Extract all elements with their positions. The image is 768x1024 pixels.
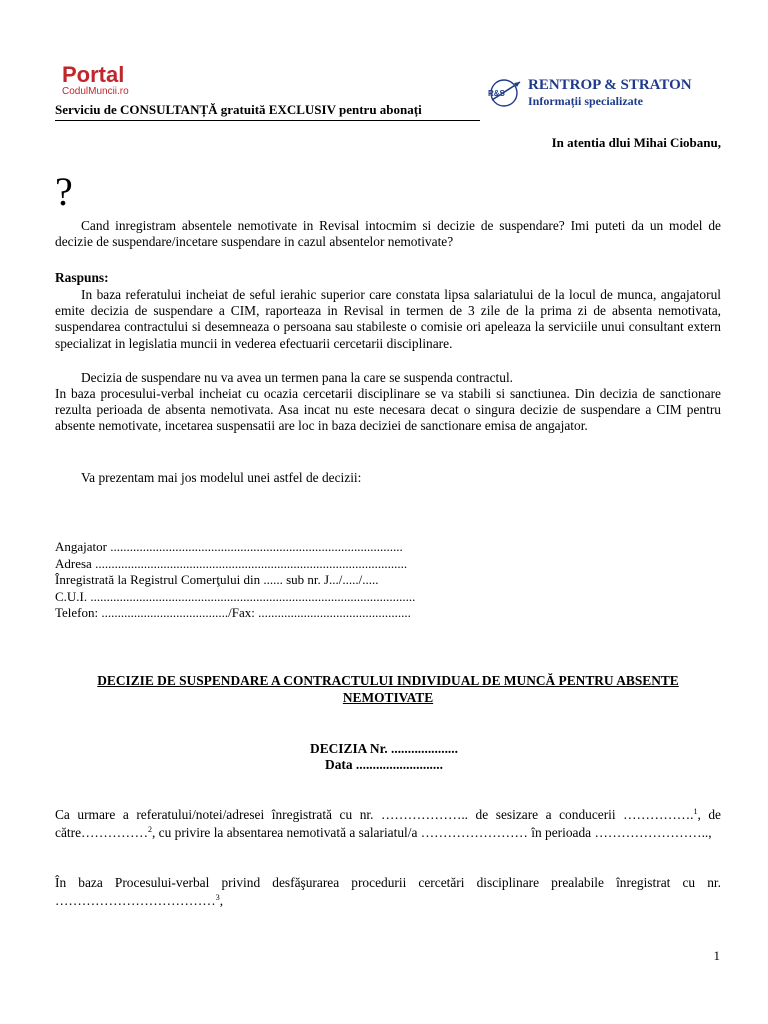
answer-paragraph-1 [55, 287, 721, 352]
answer-paragraph-2-text: Decizia de suspendare nu va avea un termen pana la care se suspenda contractul. [81, 370, 514, 385]
brand-logo-text: R&S [488, 89, 505, 98]
attention-line: In atentia dlui Mihai Ciobanu, [551, 135, 721, 150]
body-p2-part-a: În baza Procesului-verbal privind desfăşurarea procedurii cercetări disciplinare prealabile înregistrat cu nr. ……………………………… [55, 875, 721, 908]
decision-date: Data .......................... [325, 757, 443, 772]
body-p1-part-a: Ca urmare a referatului/notei/adresei înregistrată cu nr. ……………….. de sesizare a conducerii ……………. [55, 807, 694, 822]
footnote-ref-3: 3 [215, 893, 220, 902]
form-adresa: Adresa ................................................................................................ [55, 556, 408, 571]
footnote-ref-1: 1 [693, 807, 698, 816]
body-p1-part-b: , de către…………… [55, 807, 721, 840]
body-p1-part-c: , cu privire la absentarea nemotivată a salariatul/a …………………… în perioada …………………….., [151, 825, 712, 840]
form-angajator: Angajator .......................................................................................... [55, 539, 403, 554]
header-divider [55, 120, 480, 121]
rentrop-straton-logo-icon [486, 76, 526, 108]
footnote-ref-2: 2 [147, 825, 152, 834]
question-mark: ? [55, 169, 73, 214]
decision-body-paragraph-2 [55, 874, 721, 910]
answer-paragraph-4 [55, 470, 721, 486]
answer-paragraph-1-text: In baza referatului incheiat de seful ierahic superior care constata lipsa salariatului de la locul de munca, angajatorul emite decizia de suspendare a CIM, raporteaza in Revisal in termen de 3 zile de la prima zi de absenta nemotivata, suspendarea contractului si desemneaza o persoana sau stabileste o comisie ori apeleaza la serviciile unui consultant extern specializat in legislatia muncii in vederea efectuarii cercetarii disciplinare. [55, 287, 721, 351]
answer-paragraph-4-text: Va prezentam mai jos modelul unei astfel de decizii: [81, 470, 362, 485]
body-p2-part-b: , [219, 893, 224, 908]
brand-name: RENTROP & STRATON [528, 77, 692, 93]
portal-logo-subtitle: CodulMuncii.ro [62, 86, 129, 97]
form-cui: C.U.I. .................................................................................................... [55, 589, 416, 604]
answer-paragraph-3: In baza procesului-verbal incheiat cu ocazia cercetarii disciplinare se va stabili si sanctiunea. Din decizia de sanctionare rezulta perioada de absenta nemotivata. Asa incat nu este necesara decat o singura decizie de suspendare a CIM pentru absente nemotivate, incetarea suspensatii are loc in baza deciziei de sanctionare emisa de angajator. [55, 386, 721, 434]
answer-paragraph-2 [55, 370, 721, 386]
page-number: 1 [713, 948, 720, 963]
form-telefon: Telefon: ......................................./Fax: ............................................... [55, 605, 411, 620]
answer-heading: Raspuns: [55, 270, 109, 285]
decision-title: DECIZIE DE SUSPENDARE A CONTRACTULUI INDIVIDUAL DE MUNCĂ PENTRU ABSENTE NEMOTIVATE [97, 673, 679, 705]
question-text [55, 218, 721, 250]
decision-body-paragraph-1 [55, 806, 721, 842]
service-line: Serviciu de CONSULTANȚĂ gratuită EXCLUSIV pentru abonați [55, 102, 422, 117]
question-body: Cand inregistram absentele nemotivate in Revisal intocmim si decizie de suspendare? Imi puteti da un model de decizie de suspendare/incetare suspendare in cazul absentelor nemotivate? [55, 218, 721, 250]
decision-number: DECIZIA Nr. .................... [310, 741, 458, 756]
brand-subtitle: Informații specializate [528, 94, 643, 108]
form-registru: Înregistrată la Registrul Comerţului din ...... sub nr. J.../...../..... [55, 572, 379, 587]
portal-logo-text: Portal [62, 62, 125, 87]
